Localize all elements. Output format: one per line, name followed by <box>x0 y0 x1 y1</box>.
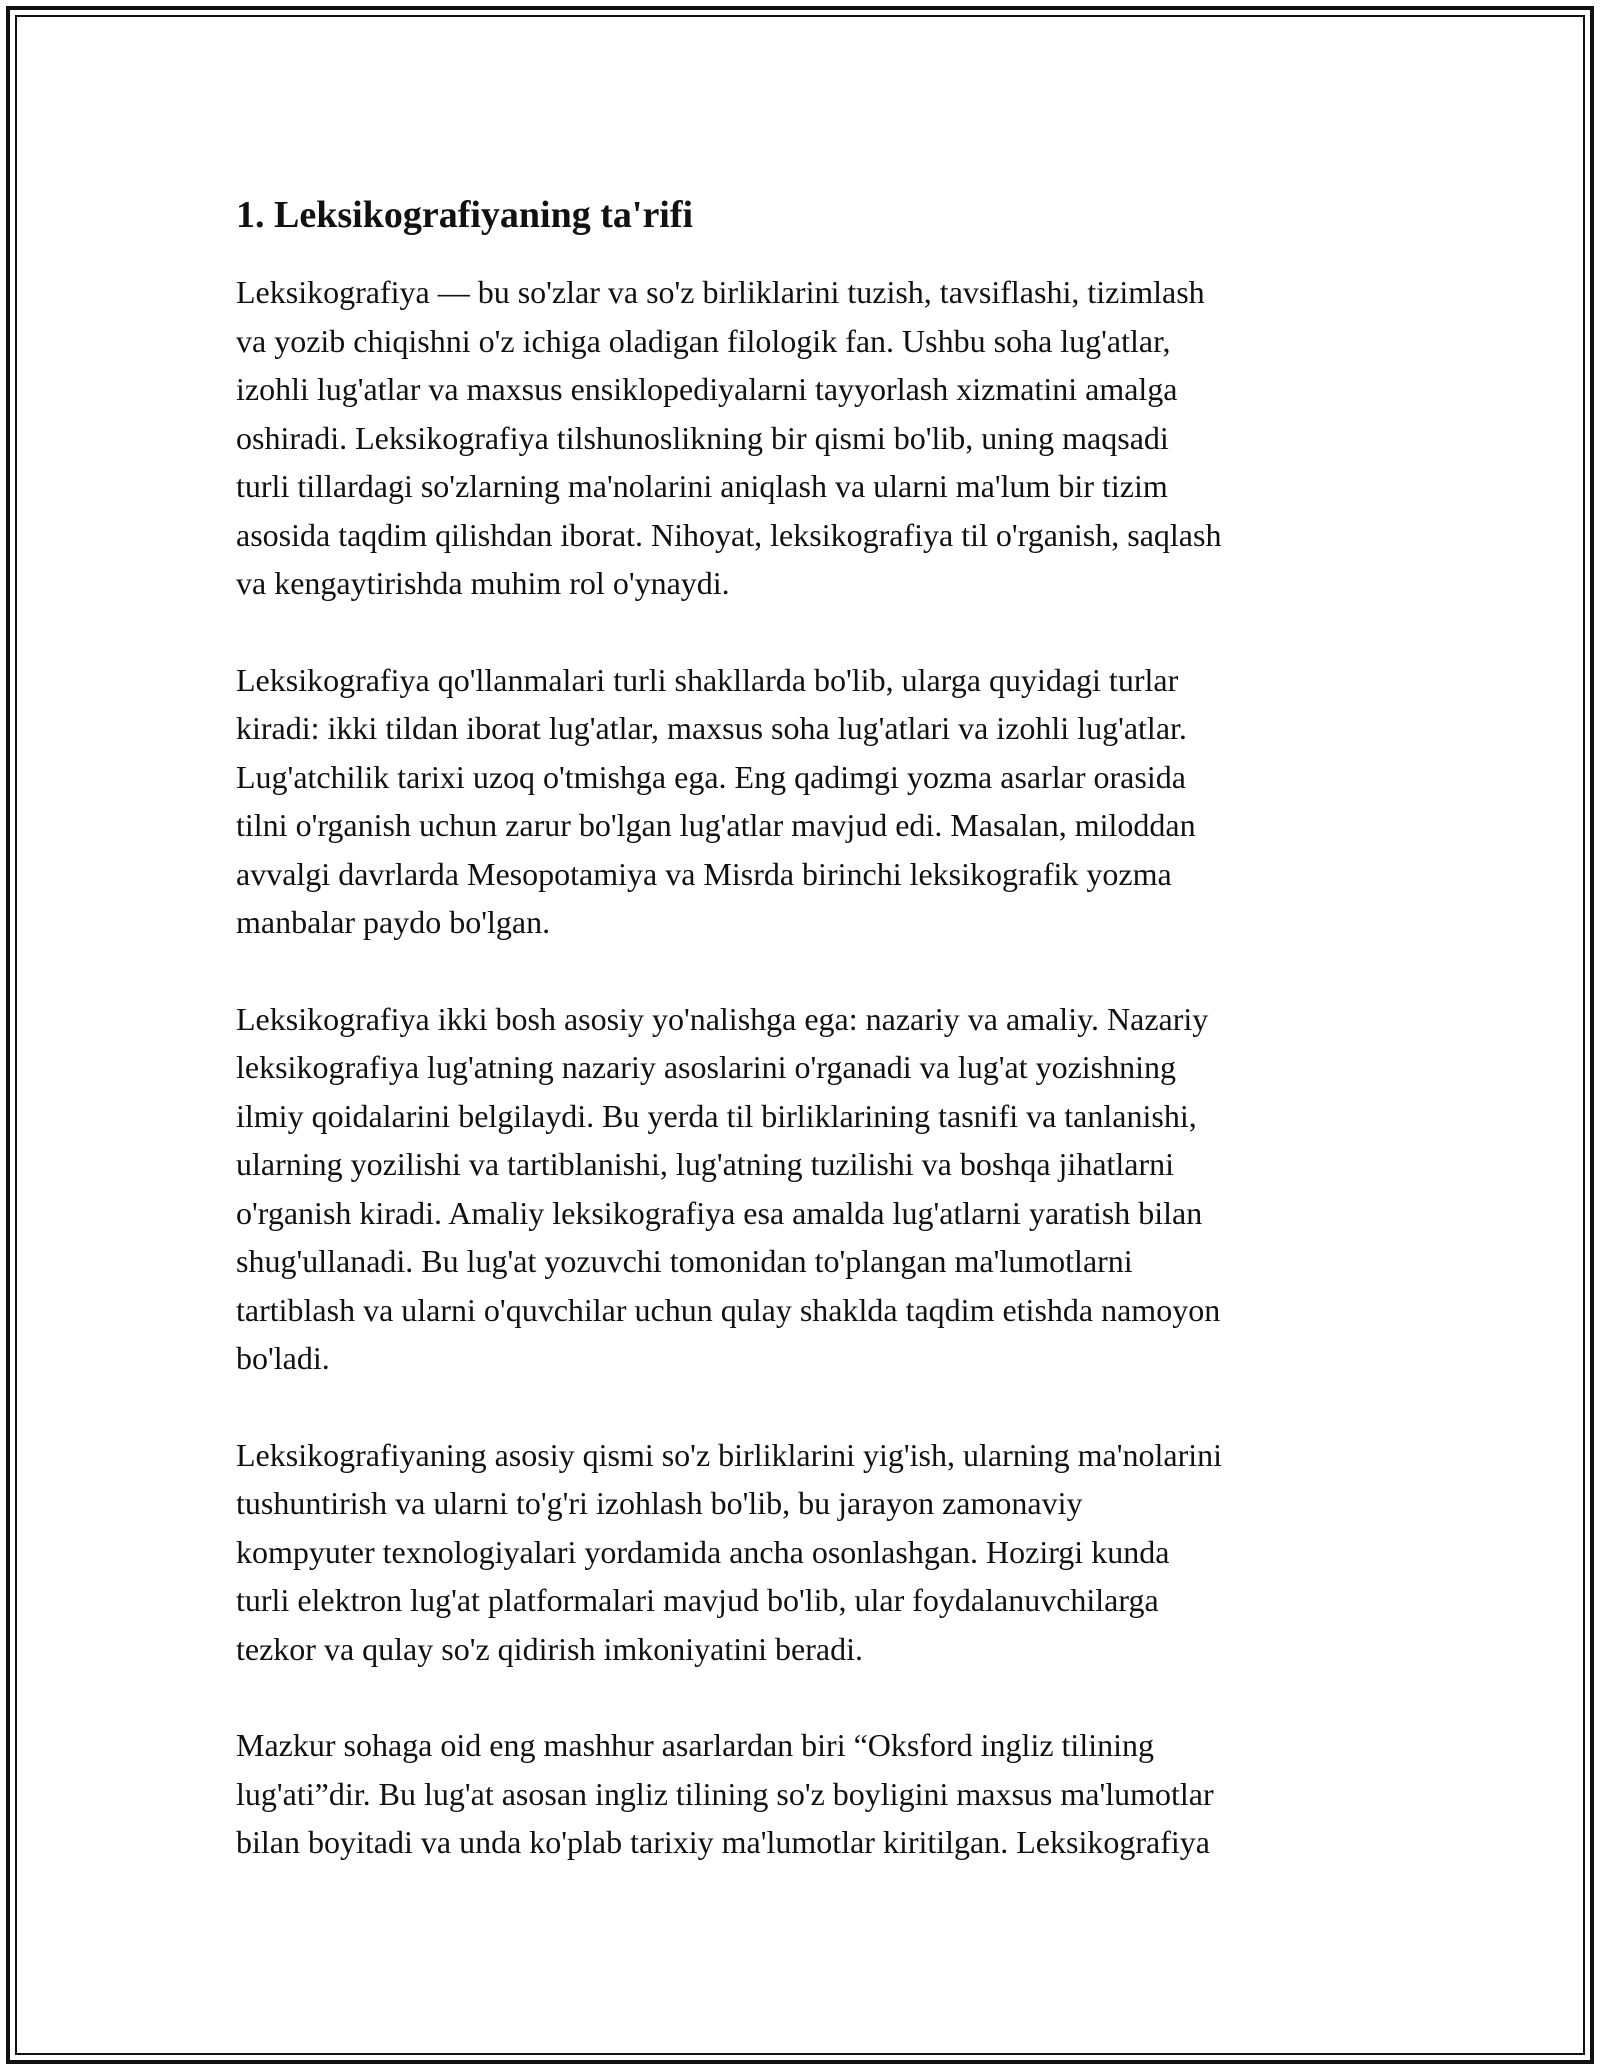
paragraph-dictionary-types: Leksikografiya qo'llanmalari turli shakllarda bo'lib, ularga quyidagi turlar kiradi: ikki tildan iborat lug'atlar, maxsus soha lug'atlari va izohli lug'atlar. Lug'atchilik tarixi uzoq o'tmishga ega. Eng qadimgi yozma asarlar orasida tilni o'rganish uchun zarur bo'lgan lug'atlar mavjud edi. Masalan, miloddan avvalgi davrlarda Mesopotamiya va Misrda birinchi leksikografik yozma manbalar paydo bo'lgan. <box>236 661 1196 940</box>
paragraph-directions: Leksikografiya ikki bosh asosiy yo'nalishga ega: nazariy va amaliy. Nazariy leksikografiya lug'atning nazariy asoslarini o'rganadi va lug'at yozishning ilmiy qoidalarini belgilaydi. Bu yerda til birliklarining tasnifi va tanlanishi, ularning yozilishi va tartiblanishi, lug'atning tuzilishi va boshqa jihatlarni o'rganish kiradi. Amaliy leksikografiya esa amalda lug'atlarni yaratish bilan shug'ullanadi. Bu lug'at yozuvchi tomonidan to'plangan ma'lumotlarni tartiblash va ularni o'quvchilar uchun qulay shaklda taqdim etishda namoyon bo'ladi. <box>236 1000 1221 1376</box>
paragraph-modern-technology: Leksikografiyaning asosiy qismi so'z birliklarini yig'ish, ularning ma'nolarini tushuntirish va ularni to'g'ri izohlash bo'lib, bu jarayon zamonaviy kompyuter texnologiyalari yordamida ancha osonlashgan. Hozirgi kunda turli elektron lug'at platformalari mavjud bo'lib, ular foydalanuvchilarga tezkor va qulay so'z qidirish imkoniyatini beradi. <box>236 1436 1223 1667</box>
paragraph-oxford-dictionary: Mazkur sohaga oid eng mashhur asarlardan biri “Oksford ingliz tilining lug'ati”dir. Bu lug'at asosan ingliz tilining so'z boyligini maxsus ma'lumotlar bilan boyitadi va unda ko'plab tarixiy ma'lumotlar kiritilgan. Leksikografiya <box>236 1727 1214 1860</box>
section-heading: 1. Leksikografiyaning ta'rifi <box>236 194 694 236</box>
document-body <box>236 188 1376 1867</box>
paragraph-definition: Leksikografiya — bu so'zlar va so'z birliklarini tuzish, tavsiflashi, tizimlash va yozib chiqishni o'z ichiga oladigan filologik fan. Ushbu soha lug'atlar, izohli lug'atlar va maxsus ensiklopediyalarni tayyorlash xizmatini amalga oshiradi. Leksikografiya tilshunoslikning bir qismi bo'lib, uning maqsadi turli tillardagi so'zlarning ma'nolarini aniqlash va ularni ma'lum bir tizim asosida taqdim qilishdan iborat. Nihoyat, leksikografiya til o'rganish, saqlash va kengaytirishda muhim rol o'ynaydi. <box>236 274 1222 601</box>
